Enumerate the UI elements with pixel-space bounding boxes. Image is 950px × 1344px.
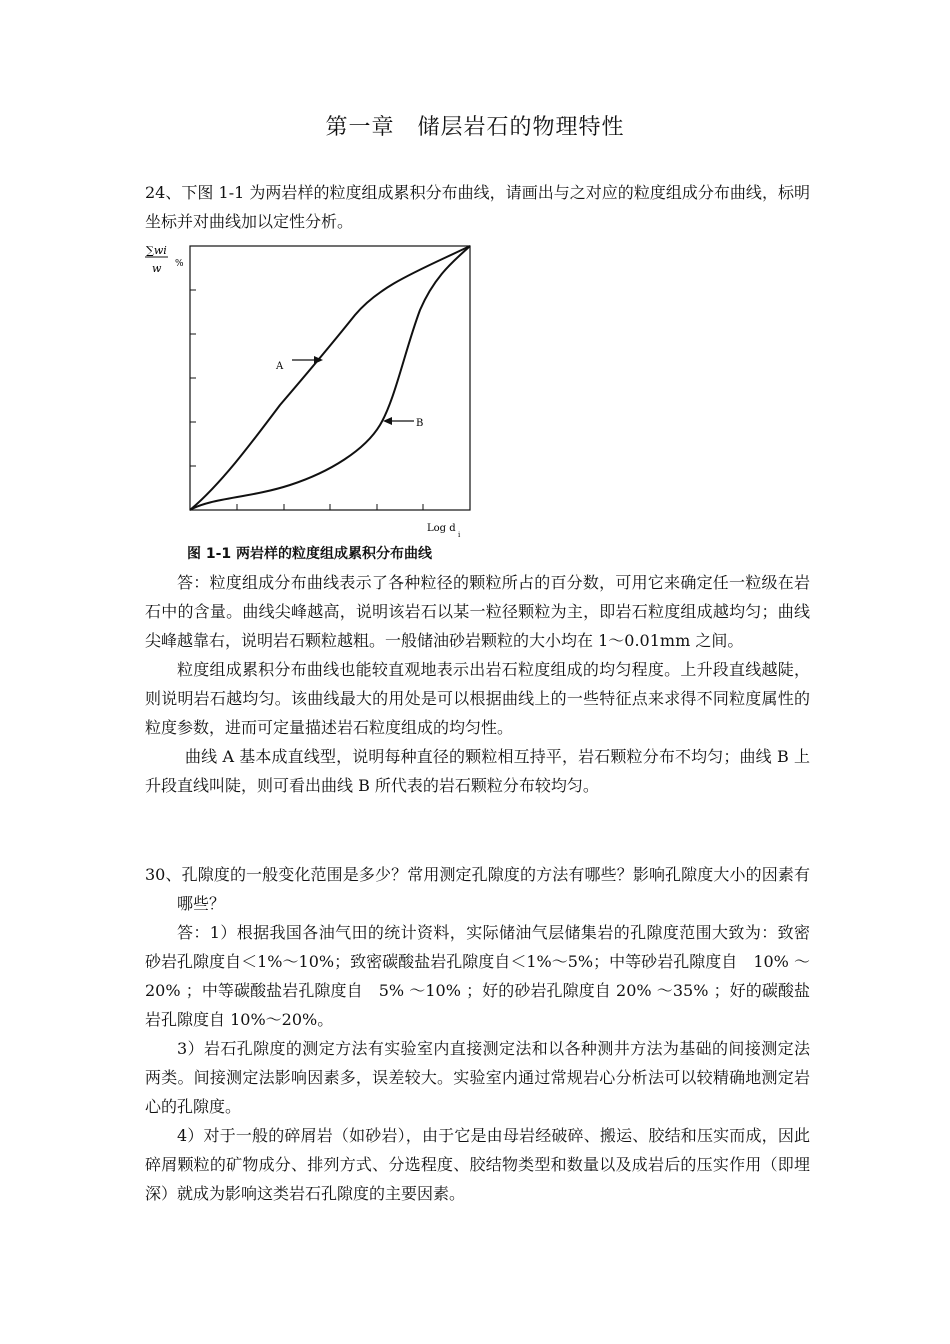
question-30 [145,860,810,1208]
x-axis-label: Log d [427,523,456,534]
answer-30-part-3: 3）岩石孔隙度的测定方法有实验室内直接测定法和以各种测井方法为基础的间接测定法两类。间接测定法影响因素多，误差较大。实验室内通过常规岩心分析法可以较精确地测定岩心的孔隙度。 [145,1039,810,1116]
y-axis-label-unit: % [175,259,184,269]
figure-1-1 [140,240,480,540]
curve-b [190,246,470,510]
answer-24-p2: 粒度组成累积分布曲线也能较直观地表示出岩石粒度组成的均匀程度。上升段直线越陡，则说明岩石越均匀。该曲线最大的用处是可以根据曲线上的一些特征点来求得不同粒度属性的粒度参数，进而可定量描述岩石粒度组成的均匀性。 [145,660,810,737]
cumulative-distribution-chart [140,240,480,540]
x-axis-label-subscript: i [458,531,461,539]
answer-30-part-4: 4）对于一般的碎屑岩（如砂岩），由于它是由母岩经破碎、搬运、胶结和压实而成，因此碎屑颗粒的矿物成分、排列方式、分选程度、胶结物类型和数量以及成岩后的压实作用（即埋深）就成为影响这类岩石孔隙度的主要因素。 [145,1126,810,1203]
answer-24-p3: 曲线 A 基本成直线型，说明每种直径的颗粒相互持平，岩石颗粒分布不均匀；曲线 B 上升段直线叫陡，则可看出曲线 B 所代表的岩石颗粒分布较均匀。 [145,747,810,795]
curve-b-label: B [416,418,424,429]
chapter-title: 第一章 储层岩石的物理特性 [325,115,625,140]
question-24-text: 24、下图 1-1 为两岩样的粒度组成累积分布曲线，请画出与之对应的粒度组成分布曲线，标明坐标并对曲线加以定性分析。 [145,183,810,231]
answer-24-p1: 答：粒度组成分布曲线表示了各种粒径的颗粒所占的百分数，可用它来确定任一粒级在岩石中的含量。曲线尖峰越高，说明该岩石以某一粒径颗粒为主，即岩石粒度组成越均匀；曲线尖峰越靠右，说明岩石颗粒越粗。一般储油砂岩颗粒的大小均在 1～0.01mm 之间。 [145,573,810,650]
figure-caption: 图 1-1 两岩样的粒度组成累积分布曲线 [187,546,433,562]
curve-a-label: A [276,361,284,372]
y-axis-ticks [190,290,196,466]
x-axis-ticks [237,504,423,510]
question-24 [145,178,810,236]
curve-a [190,246,470,510]
y-axis-label-denominator: w [152,262,162,275]
answer-30-part-1: 答：1）根据我国各油气田的统计资料，实际储油气层储集岩的孔隙度范围大致为：致密砂岩孔隙度自＜1%～10%；致密碳酸盐岩孔隙度自＜1%～5%；中等砂岩孔隙度自 10% ～20% ；中等碳酸盐岩孔隙度自 5% ～10% ；好的砂岩孔隙度自 20% ～35% ；好的碳酸盐岩孔隙度自 10%～20%。 [145,923,810,1029]
answer-24 [145,568,810,800]
plot-frame [190,246,470,510]
question-30-text: 30、孔隙度的一般变化范围是多少？常用测定孔隙度的方法有哪些？影响孔隙度大小的因素有哪些？ [145,865,810,913]
y-axis-label-numerator: ∑wi [146,244,167,257]
